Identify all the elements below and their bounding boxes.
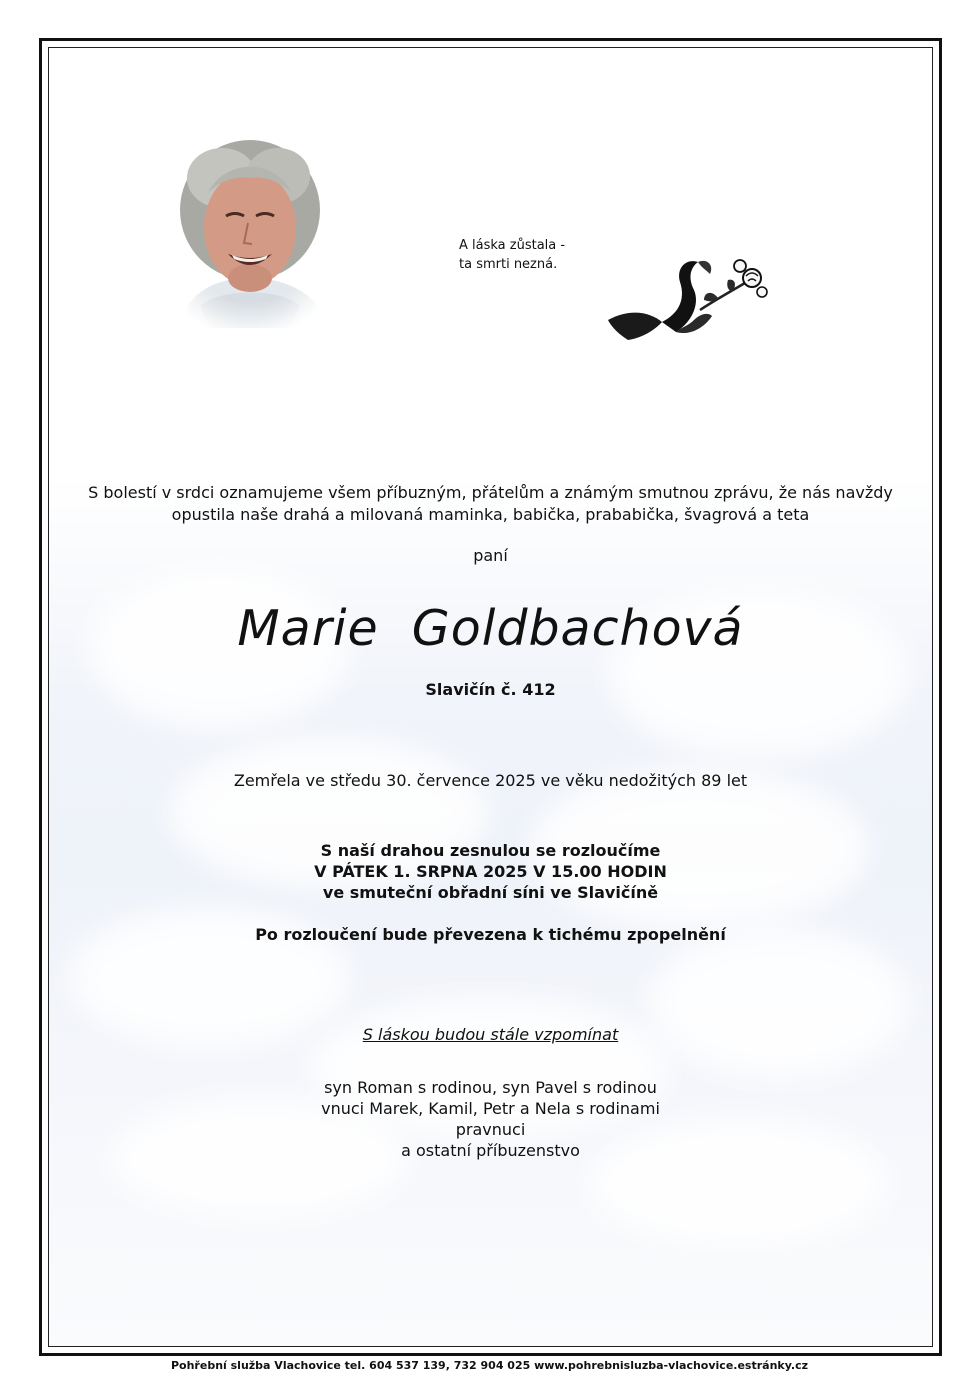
mourner-line: syn Roman s rodinou, syn Pavel s rodinou (324, 1078, 657, 1097)
funeral-service-footer: Pohřební služba Vlachovice tel. 604 537 139, 732 904 025 www.pohrebnisluzba-vlachovice.estránky.cz (170, 1359, 808, 1372)
ribbon-rose-ornament (600, 250, 775, 350)
deceased-last-name: Goldbachová (411, 600, 744, 657)
mourner-line: a ostatní příbuzenstvo (401, 1141, 580, 1160)
farewell-line-2: V PÁTEK 1. SRPNA 2025 V 15.00 HODIN (314, 862, 667, 881)
deceased-name (48, 600, 933, 657)
announcement-intro (48, 482, 933, 526)
deceased-address: Slavičín č. 412 (425, 680, 556, 699)
motto (459, 236, 565, 274)
honorific: paní (473, 546, 508, 565)
mourners-list (48, 1077, 933, 1161)
intro-line-2: opustila naše drahá a milovaná maminka, babička, prababička, švagrová a teta (171, 505, 810, 524)
motto-line-2: ta smrti nezná. (459, 257, 558, 272)
mourner-line: pravnuci (455, 1120, 526, 1139)
intro-line-1: S bolestí v srdci oznamujeme všem příbuzným, přátelům a známým smutnou zprávu, že nás navždy (88, 483, 893, 502)
cremation-note: Po rozloučení bude převezena k tichému zpopelnění (255, 925, 726, 944)
motto-line-1: A láska zůstala - (459, 238, 566, 253)
farewell-line-1: S naší drahou zesnulou se rozloučíme (320, 841, 661, 860)
deceased-first-name: Marie (237, 600, 379, 657)
death-notice: Zemřela ve středu 30. července 2025 ve věku nedožitých 89 let (233, 771, 748, 790)
farewell-line-3: ve smuteční obřadní síni ve Slavičíně (322, 883, 659, 902)
memory-heading-text: S láskou budou stále vzpomínat (362, 1025, 619, 1044)
memory-heading (48, 1025, 933, 1044)
portrait-photo (160, 128, 340, 328)
mourner-line: vnuci Marek, Kamil, Petr a Nela s rodinami (321, 1099, 660, 1118)
farewell-info (48, 840, 933, 903)
